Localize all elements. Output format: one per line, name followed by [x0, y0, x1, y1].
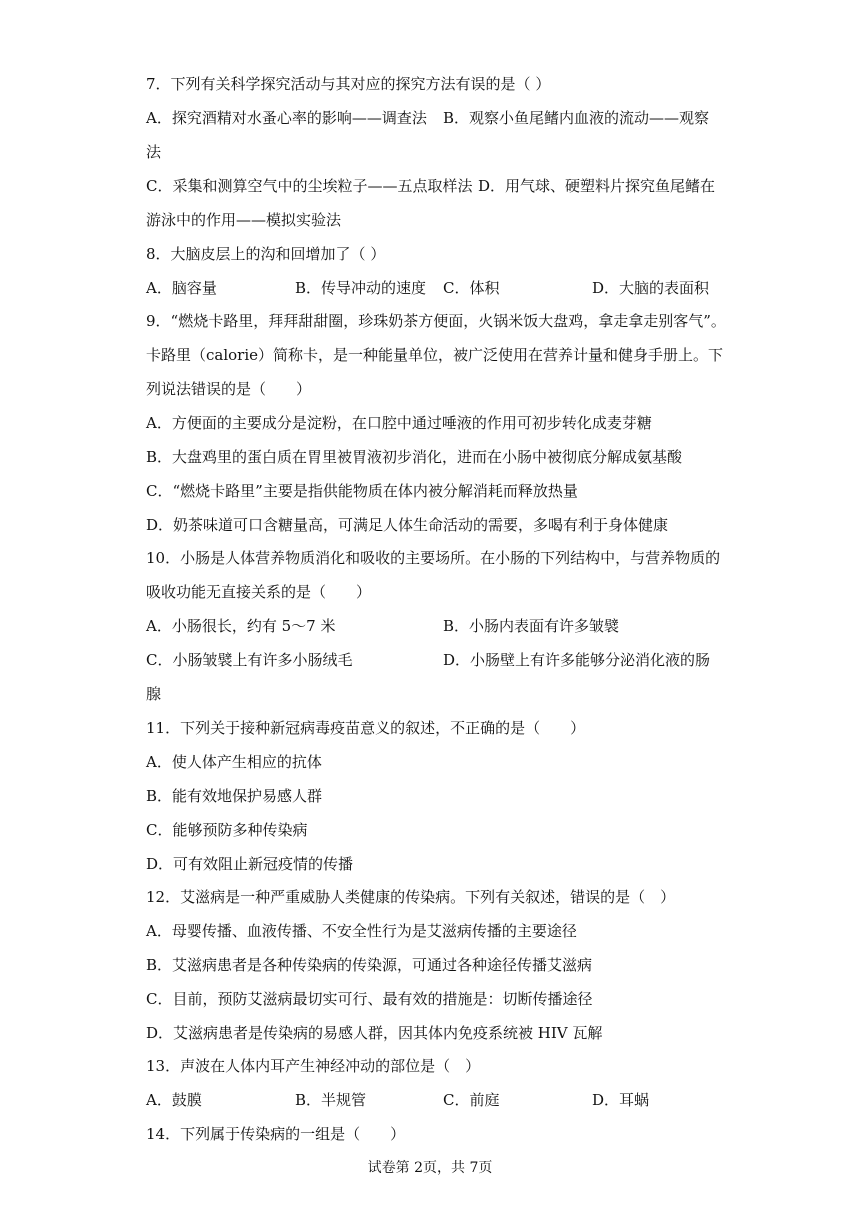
- q13-option-b: B．半规管: [295, 1091, 367, 1109]
- q8-option-a: A．脑容量: [146, 279, 217, 297]
- q8-option-b: B．传导冲动的速度: [295, 279, 427, 297]
- q9-option-b: B．大盘鸡里的蛋白质在胃里被胃液初步消化，进而在小肠中被彻底分解成氨基酸: [146, 448, 683, 466]
- q10-stem-1: 10．小肠是人体营养物质消化和吸收的主要场所。在小肠的下列结构中，与营养物质的: [146, 549, 721, 567]
- q12-option-d: D．艾滋病患者是传染病的易感人群，因其体内免疫系统被 HIV 瓦解: [146, 1024, 603, 1042]
- q7-option-a: A．探究酒精对水蚤心率的影响——调查法: [146, 109, 427, 127]
- q9-option-a: A．方便面的主要成分是淀粉，在口腔中通过唾液的作用可初步转化成麦芽糖: [146, 414, 652, 432]
- q11-stem: 11．下列关于接种新冠病毒疫苗意义的叙述，不正确的是（ ）: [146, 719, 586, 737]
- q11-option-b: B．能有效地保护易感人群: [146, 787, 323, 805]
- q7-option-b: B．观察小鱼尾鳍内血液的流动——观察: [443, 109, 710, 127]
- q10-option-d: D．小肠壁上有许多能够分泌消化液的肠: [443, 651, 711, 669]
- q14-stem: 14．下列属于传染病的一组是（ ）: [146, 1125, 406, 1143]
- q7-stem: 7．下列有关科学探究活动与其对应的探究方法有误的是（ ）: [146, 75, 551, 93]
- q7-option-d: D．用气球、硬塑料片探究鱼尾鳍在: [478, 177, 716, 195]
- q11-option-a: A．使人体产生相应的抗体: [146, 753, 322, 771]
- q8-stem: 8．大脑皮层上的沟和回增加了（ ）: [146, 245, 386, 263]
- q12-option-c: C．目前，预防艾滋病最切实可行、最有效的措施是：切断传播途径: [146, 990, 593, 1008]
- q7-option-d-cont: 游泳中的作用——模拟实验法: [146, 211, 342, 229]
- q12-option-a: A．母婴传播、血液传播、不安全性行为是艾滋病传播的主要途径: [146, 922, 577, 940]
- q11-option-d: D．可有效阻止新冠疫情的传播: [146, 855, 354, 873]
- q10-option-c: C．小肠皱襞上有许多小肠绒毛: [146, 651, 353, 669]
- q9-option-d: D．奶茶味道可口含糖量高，可满足人体生命活动的需要，多喝有利于身体健康: [146, 516, 669, 534]
- q11-option-c: C．能够预防多种传染病: [146, 821, 308, 839]
- q8-option-d: D．大脑的表面积: [592, 279, 710, 297]
- q7-option-c: C．采集和测算空气中的尘埃粒子——五点取样法: [146, 177, 473, 195]
- q13-stem: 13．声波在人体内耳产生神经冲动的部位是（ ）: [146, 1057, 481, 1075]
- q13-option-d: D．耳蜗: [592, 1091, 650, 1109]
- q10-option-a: A．小肠很长，约有 5～7 米: [146, 617, 336, 635]
- q9-stem-3: 列说法错误的是（ ）: [146, 380, 312, 398]
- q12-option-b: B．艾滋病患者是各种传染病的传染源，可通过各种途径传播艾滋病: [146, 956, 593, 974]
- q10-stem-2: 吸收功能无直接关系的是（ ）: [146, 583, 372, 601]
- page-footer: 试卷第 2页，共 7页: [367, 1160, 493, 1176]
- q9-option-c: C．“燃烧卡路里”主要是指供能物质在体内被分解消耗而释放热量: [146, 482, 578, 500]
- q13-option-c: C．前庭: [443, 1091, 500, 1109]
- q12-stem: 12．艾滋病是一种严重威胁人类健康的传染病。下列有关叙述，错误的是（ ）: [146, 888, 676, 906]
- q7-option-b-cont: 法: [146, 143, 162, 161]
- q13-option-a: A．鼓膜: [146, 1091, 202, 1109]
- q8-option-c: C．体积: [443, 279, 500, 297]
- q10-option-b: B．小肠内表面有许多皱襞: [443, 617, 620, 635]
- q10-option-d-cont: 腺: [146, 685, 162, 703]
- q9-stem-2: 卡路里（calorie）简称卡，是一种能量单位，被广泛使用在营养计量和健身手册上。下: [146, 346, 724, 364]
- q9-stem-1: 9．“燃烧卡路里，拜拜甜甜圈，珍珠奶茶方便面，火锅米饭大盘鸡，拿走拿走别客气”。: [146, 312, 726, 330]
